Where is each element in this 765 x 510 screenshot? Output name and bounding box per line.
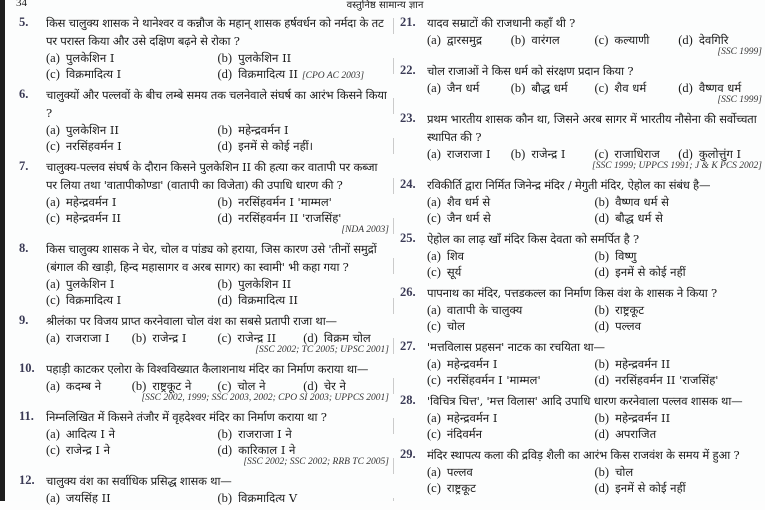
option-text: राष्ट्रकूट xyxy=(615,303,645,317)
question-number: 6. xyxy=(19,87,29,101)
option-key: (d) xyxy=(594,265,610,279)
question-number: 25. xyxy=(400,231,416,245)
option-key: (b) xyxy=(217,51,233,65)
option-key: (d) xyxy=(303,379,318,393)
options-list xyxy=(427,410,762,442)
option-text: चोल ने xyxy=(237,379,266,393)
option-c xyxy=(595,32,679,48)
question-item xyxy=(400,230,762,280)
question-stem xyxy=(400,110,762,146)
option-text: द्वारसमुद्र xyxy=(446,33,482,47)
option-key: (b) xyxy=(594,465,610,479)
option-text: राजराजा I xyxy=(446,147,491,161)
option-key: (b) xyxy=(594,411,610,425)
question-text: चालुक्यों और पल्लवों के बीच लम्बे समय तक चलनेवाले संघर्ष का आरंभ किसने किया ? xyxy=(46,88,387,120)
option-d xyxy=(218,66,390,82)
option-a xyxy=(427,410,595,426)
options-list xyxy=(427,80,762,96)
question-text: श्रीलंका पर विजय प्राप्त करनेवाला चोल वंश का सबसे प्रतापी राजा था— xyxy=(46,314,337,328)
option-key: (c) xyxy=(46,67,60,81)
right-column xyxy=(400,14,762,500)
options-list xyxy=(427,248,762,280)
option-text: कल्याणी xyxy=(614,33,650,47)
option-key: (c) xyxy=(594,33,609,47)
question-text: किस चालुक्य शासक ने चेर, चोल व पांड्य को हराया, जिस कारण उसे 'तीनों समुद्रों (बंगाल की खाड़ी, हिन्द महासागर व अरब सागर) का स्वामी' भी कहा गया ? xyxy=(46,242,377,274)
option-key: (b) xyxy=(594,357,610,371)
left-column xyxy=(19,14,389,510)
option-d xyxy=(303,378,389,394)
question-number: 21. xyxy=(400,15,416,29)
option-key: (d) xyxy=(594,211,610,225)
option-key: (b) xyxy=(510,81,526,95)
option-text: कदम्ब ने xyxy=(65,379,102,393)
running-title: वस्तुनिष्ठ सामान्य ज्ञान xyxy=(346,0,424,11)
question-text: निम्नलिखित में किसने तंजौर में वृहदेश्वर मंदिर का निर्माण कराया था ? xyxy=(46,410,327,424)
column-divider xyxy=(393,18,394,501)
question-stem xyxy=(19,14,389,50)
options-list xyxy=(46,426,389,458)
option-d xyxy=(303,330,389,346)
question-text: पहाड़ी काटकर एलोरा के विश्वविख्यात कैलाशनाथ मंदिर का निर्माण कराया था— xyxy=(46,362,369,376)
option-a xyxy=(427,464,595,480)
option-key: (b) xyxy=(510,147,526,161)
option-key: (c) xyxy=(46,293,60,307)
option-key: (c) xyxy=(427,427,441,441)
option-key: (c) xyxy=(217,331,232,345)
option-text: पल्लव xyxy=(446,465,473,479)
option-d xyxy=(218,210,390,226)
option-key: (a) xyxy=(46,491,60,505)
option-text: महेन्द्रवर्मन I xyxy=(65,195,117,209)
option-text: पुलकेशिन II xyxy=(65,123,119,137)
question-text: यादव सम्राटों की राजधानी कहाँ थी ? xyxy=(427,16,576,30)
question-text: प्रथम भारतीय शासक कौन था, जिसने अरब सागर में भारतीय नौसेना की सर्वोच्चता स्थापित की ? xyxy=(427,112,757,144)
option-a xyxy=(46,276,218,292)
option-key: (c) xyxy=(427,265,441,279)
options-list xyxy=(427,194,762,226)
option-text: देवगिरि xyxy=(698,33,729,47)
option-text: आदित्य I ने xyxy=(65,427,115,441)
option-text: शिव xyxy=(446,249,465,263)
option-text: पुलकेशिन I xyxy=(65,51,115,65)
option-d xyxy=(595,210,763,226)
option-key: (a) xyxy=(46,195,60,209)
option-key: (a) xyxy=(46,379,60,393)
option-b xyxy=(595,194,763,210)
option-text: अपराजित xyxy=(615,427,657,441)
option-c xyxy=(595,80,679,96)
question-number: 10. xyxy=(19,361,35,375)
option-a xyxy=(427,32,511,48)
question-text: 'विचित्र चित्त', 'मत्त विलास' आदि उपाधि धारण करनेवाला पल्लव शासक था— xyxy=(427,394,743,408)
option-d xyxy=(595,480,763,496)
option-a xyxy=(427,194,595,210)
option-key: (a) xyxy=(427,195,441,209)
question-stem xyxy=(19,472,389,490)
question-number: 24. xyxy=(400,177,416,191)
option-b xyxy=(595,302,763,318)
option-text: पल्लव xyxy=(615,319,641,333)
option-c xyxy=(46,138,218,154)
option-key: (c) xyxy=(427,373,441,387)
option-text: जयसिंह II xyxy=(65,491,111,505)
option-c xyxy=(595,146,679,162)
option-text: इनमें से कोई नहीं। xyxy=(238,139,314,153)
option-b xyxy=(132,378,218,394)
option-key: (a) xyxy=(427,249,441,263)
exam-source: [SSC 1999] xyxy=(717,47,762,57)
option-d xyxy=(678,32,762,48)
option-b xyxy=(218,50,390,66)
question-item xyxy=(400,176,762,226)
option-key: (d) xyxy=(217,67,233,81)
option-a xyxy=(46,426,218,442)
question-stem xyxy=(19,360,389,378)
option-a xyxy=(46,378,132,394)
option-c xyxy=(427,210,595,226)
option-b xyxy=(511,80,595,96)
question-text: रविकीर्ति द्वारा निर्मित जिनेन्द्र मंदिर / मेगुती मंदिर, ऐहोल का संबंध है— xyxy=(427,178,711,192)
option-key: (a) xyxy=(46,51,60,65)
question-stem xyxy=(400,62,762,80)
option-c xyxy=(46,210,218,226)
question-item xyxy=(19,86,389,154)
option-text: राष्ट्रकूट ने xyxy=(152,379,192,393)
option-key: (d) xyxy=(217,443,233,457)
option-text: वैष्णव धर्म xyxy=(698,81,742,95)
option-text: नरसिंहवर्मन I xyxy=(65,139,122,153)
option-d xyxy=(678,80,762,96)
option-key: (c) xyxy=(594,147,609,161)
option-text: राष्ट्रकूट xyxy=(446,481,476,495)
option-text: राजेन्द्र II xyxy=(237,331,276,345)
question-number: 9. xyxy=(19,313,29,327)
option-text: इनमें से कोई नहीं xyxy=(615,265,686,279)
option-text: विक्रमादित्य II xyxy=(238,293,298,307)
exam-source: [NDA 2003] xyxy=(341,225,389,235)
option-text: महेन्द्रवर्मन I xyxy=(446,357,498,371)
option-text: वारंगल xyxy=(531,33,560,47)
option-a xyxy=(427,302,595,318)
option-key: (d) xyxy=(303,331,318,345)
option-text: कारिकाल I ने xyxy=(238,443,296,457)
option-a xyxy=(427,356,595,372)
question-number: 12. xyxy=(19,473,35,487)
option-text: महेन्द्रवर्मन II xyxy=(65,211,121,225)
option-d xyxy=(595,264,763,280)
question-text: चालुक्य वंश का सर्वाधिक प्रसिद्ध शासक था— xyxy=(46,474,232,488)
exam-source: [SSC 2002; TC 2005; UPSC 2001] xyxy=(255,345,389,355)
option-text: बौद्ध धर्म से xyxy=(615,211,663,225)
question-item xyxy=(19,360,389,404)
option-text: वैष्णव धर्म से xyxy=(615,195,669,209)
question-number: 7. xyxy=(19,159,29,173)
option-text: जैन धर्म से xyxy=(446,211,491,225)
option-c xyxy=(427,372,595,388)
question-stem xyxy=(19,240,389,276)
option-text: नरसिंहवर्मन I 'माम्मल' xyxy=(238,195,332,209)
options-list xyxy=(46,50,389,82)
option-a xyxy=(46,194,218,210)
question-item xyxy=(19,240,389,308)
option-c xyxy=(427,480,595,496)
option-key: (a) xyxy=(46,277,60,291)
option-key: (a) xyxy=(427,147,441,161)
option-b xyxy=(595,464,763,480)
option-text: नरसिंहवर्मन II 'राजसिंह' xyxy=(615,373,719,387)
question-text: 'मत्तविलास प्रहसन' नाटक का रचयिता था— xyxy=(427,340,605,354)
question-text: पापनाथ का मंदिर, पत्तडकल्ल का निर्माण किस वंश के शासक ने किया ? xyxy=(427,286,717,300)
question-number: 11. xyxy=(19,409,34,423)
option-a xyxy=(46,122,218,138)
question-item xyxy=(19,14,389,82)
option-key: (c) xyxy=(427,481,441,495)
option-text: चोल xyxy=(446,319,465,333)
option-key: (b) xyxy=(510,33,526,47)
question-stem xyxy=(400,230,762,248)
option-key: (d) xyxy=(217,211,233,225)
option-c xyxy=(218,378,304,394)
question-stem xyxy=(400,176,762,194)
option-text: पुलकेशिन II xyxy=(238,277,292,291)
question-item xyxy=(19,312,389,356)
option-c xyxy=(427,426,595,442)
question-number: 23. xyxy=(400,111,416,125)
question-number: 22. xyxy=(400,63,416,77)
option-c xyxy=(218,330,304,346)
options-list xyxy=(427,356,762,388)
option-text: विष्णु xyxy=(615,249,637,263)
options-list xyxy=(46,276,389,308)
question-stem xyxy=(400,338,762,356)
option-text: चोल xyxy=(615,465,634,479)
option-key: (b) xyxy=(131,379,147,393)
option-key: (b) xyxy=(131,331,147,345)
question-item xyxy=(400,338,762,388)
option-key: (c) xyxy=(46,211,60,225)
question-text: मंदिर स्थापत्य कला की द्रविड़ शैली का आरंभ किस राजवंश के समय में हुआ ? xyxy=(427,448,740,462)
option-text: शैव धर्म से xyxy=(446,195,491,209)
option-text: विक्रमादित्य V xyxy=(238,491,298,505)
option-a xyxy=(427,248,595,264)
option-key: (a) xyxy=(427,33,441,47)
question-item xyxy=(400,14,762,58)
option-text: महेन्द्रवर्मन II xyxy=(615,411,671,425)
option-key: (b) xyxy=(217,491,233,505)
option-text: राजाधिराज xyxy=(614,147,660,161)
option-d xyxy=(678,146,762,162)
exam-source: [CPO AC 2003] xyxy=(301,71,365,81)
question-text: चालुक्य-पल्लव संघर्ष के दौरान किसने पुलकेशिन II की हत्या कर वातापी पर कब्जा पर लिया तथा 'वातापीकोण्डा' (वातापी का विजेता) की उपाधि धारण की ? xyxy=(46,160,378,192)
question-stem xyxy=(19,312,389,330)
question-number: 28. xyxy=(400,393,416,407)
option-a xyxy=(46,50,218,66)
option-text: इनमें से कोई नहीं xyxy=(615,481,686,495)
option-d xyxy=(595,426,763,442)
page-number: 34 xyxy=(16,0,27,9)
option-c xyxy=(46,66,218,82)
option-a xyxy=(46,490,218,506)
options-list xyxy=(427,32,762,48)
option-key: (b) xyxy=(217,427,233,441)
options-list xyxy=(427,146,762,162)
option-key: (b) xyxy=(217,123,233,137)
option-b xyxy=(218,276,390,292)
question-item xyxy=(400,392,762,442)
exam-source: [SSC 1999] xyxy=(717,95,762,105)
book-page xyxy=(5,0,765,505)
question-stem xyxy=(19,408,389,426)
option-key: (c) xyxy=(217,379,232,393)
options-list xyxy=(46,194,389,226)
option-key: (b) xyxy=(217,277,233,291)
option-text: चेर ने xyxy=(323,379,346,393)
option-key: (a) xyxy=(427,411,441,425)
option-key: (d) xyxy=(678,33,693,47)
option-key: (c) xyxy=(427,211,441,225)
option-c xyxy=(427,318,595,334)
option-text: राजेन्द्र I ने xyxy=(65,443,110,457)
option-text: राजराजा I xyxy=(65,331,110,345)
option-text: विक्रमादित्य II xyxy=(238,67,298,81)
option-key: (d) xyxy=(594,373,610,387)
option-text: नरसिंहवर्मन II 'राजसिंह' xyxy=(238,211,342,225)
option-key: (a) xyxy=(46,123,60,137)
question-item xyxy=(400,110,762,172)
option-key: (d) xyxy=(594,319,610,333)
option-text: विक्रमादित्य I xyxy=(65,293,122,307)
option-d xyxy=(218,292,390,308)
option-b xyxy=(595,356,763,372)
option-key: (a) xyxy=(46,331,60,345)
option-text: सूर्य xyxy=(446,265,462,279)
question-stem xyxy=(400,14,762,32)
options-list xyxy=(427,464,762,496)
option-text: बौद्ध धर्म xyxy=(531,81,568,95)
option-a xyxy=(46,330,132,346)
exam-source: [SSC 2002; SSC 2002; RRB TC 2005] xyxy=(243,457,389,467)
exam-source: [SSC 2002, 1999; SSC 2003, 2002; CPO SI 2003; UPPCS 2001] xyxy=(141,393,389,403)
option-a xyxy=(427,80,511,96)
question-text: किस चालुक्य शासक ने थानेश्वर व कन्नौज के महान् शासक हर्षवर्धन को नर्मदा के तट पर परास्त किया और उसे दक्षिण बढ़ने से रोका ? xyxy=(46,16,384,48)
option-d xyxy=(218,442,390,458)
option-b xyxy=(595,410,763,426)
option-text: महेन्द्रवर्मन I xyxy=(238,123,289,137)
option-key: (b) xyxy=(594,303,610,317)
option-text: विक्रम चोल xyxy=(323,331,371,345)
question-stem xyxy=(19,86,389,122)
option-text: महेन्द्रवर्मन I xyxy=(446,411,498,425)
options-list xyxy=(46,490,389,506)
options-list xyxy=(46,122,389,154)
option-key: (d) xyxy=(594,481,610,495)
page-header xyxy=(5,0,765,9)
option-key: (c) xyxy=(594,81,609,95)
option-b xyxy=(595,248,763,264)
question-item xyxy=(19,408,389,468)
option-key: (b) xyxy=(594,195,610,209)
option-d xyxy=(595,372,763,388)
question-item xyxy=(400,284,762,334)
exam-source: [SSC 1999; UPPCS 1991; J & K PCS 2002] xyxy=(592,161,762,171)
option-b xyxy=(218,122,390,138)
option-text: पुलकेशिन II xyxy=(238,51,292,65)
option-key: (c) xyxy=(427,319,441,333)
option-c xyxy=(427,264,595,280)
option-b xyxy=(218,426,390,442)
option-text: विक्रमादित्य I xyxy=(65,67,122,81)
option-key: (d) xyxy=(217,139,233,153)
options-list xyxy=(427,302,762,334)
option-key: (a) xyxy=(427,357,441,371)
option-b xyxy=(132,330,218,346)
option-b xyxy=(218,194,390,210)
option-text: नरसिंहवर्मन I 'माम्मल' xyxy=(446,373,541,387)
option-key: (a) xyxy=(427,303,441,317)
question-text: चोल राजाओं ने किस धर्म को संरक्षण प्रदान किया ? xyxy=(427,64,634,78)
option-key: (c) xyxy=(46,139,60,153)
option-text: कुलोत्तुंग I xyxy=(698,147,742,161)
option-key: (d) xyxy=(678,147,693,161)
question-stem xyxy=(19,158,389,194)
question-text: ऐहोल का लाढ़ खाँ मंदिर किस देवता को समर्पित है ? xyxy=(427,232,639,246)
option-key: (a) xyxy=(46,427,60,441)
option-key: (b) xyxy=(594,249,610,263)
option-text: नंदिवर्मन xyxy=(446,427,482,441)
option-c xyxy=(46,442,218,458)
option-key: (c) xyxy=(46,443,60,457)
option-text: शैव धर्म xyxy=(614,81,647,95)
option-b xyxy=(511,146,595,162)
question-number: 26. xyxy=(400,285,416,299)
option-b xyxy=(218,490,390,506)
question-item xyxy=(400,446,762,496)
option-key: (d) xyxy=(217,293,233,307)
options-list xyxy=(46,330,389,346)
question-number: 29. xyxy=(400,447,416,461)
question-number: 5. xyxy=(19,15,29,29)
option-key: (b) xyxy=(217,195,233,209)
question-stem xyxy=(400,392,762,410)
option-b xyxy=(511,32,595,48)
option-d xyxy=(595,318,763,334)
option-key: (d) xyxy=(678,81,693,95)
option-text: राजेन्द्र I xyxy=(531,147,566,161)
option-text: राजेन्द्र I xyxy=(152,331,187,345)
option-text: महेन्द्रवर्मन II xyxy=(615,357,671,371)
option-text: वातापी के चालुक्य xyxy=(446,303,523,317)
option-a xyxy=(427,146,511,162)
question-stem xyxy=(400,446,762,464)
question-item xyxy=(400,62,762,106)
option-key: (d) xyxy=(594,427,610,441)
option-key: (a) xyxy=(427,465,441,479)
option-text: जैन धर्म xyxy=(446,81,480,95)
question-number: 27. xyxy=(400,339,416,353)
question-number: 8. xyxy=(19,241,29,255)
option-text: राजराजा I ने xyxy=(238,427,292,441)
option-key: (a) xyxy=(427,81,441,95)
options-list xyxy=(46,378,389,394)
option-d xyxy=(218,138,390,154)
option-c xyxy=(46,292,218,308)
option-text: पुलकेशिन I xyxy=(65,277,115,291)
question-stem xyxy=(400,284,762,302)
question-item xyxy=(19,158,389,236)
